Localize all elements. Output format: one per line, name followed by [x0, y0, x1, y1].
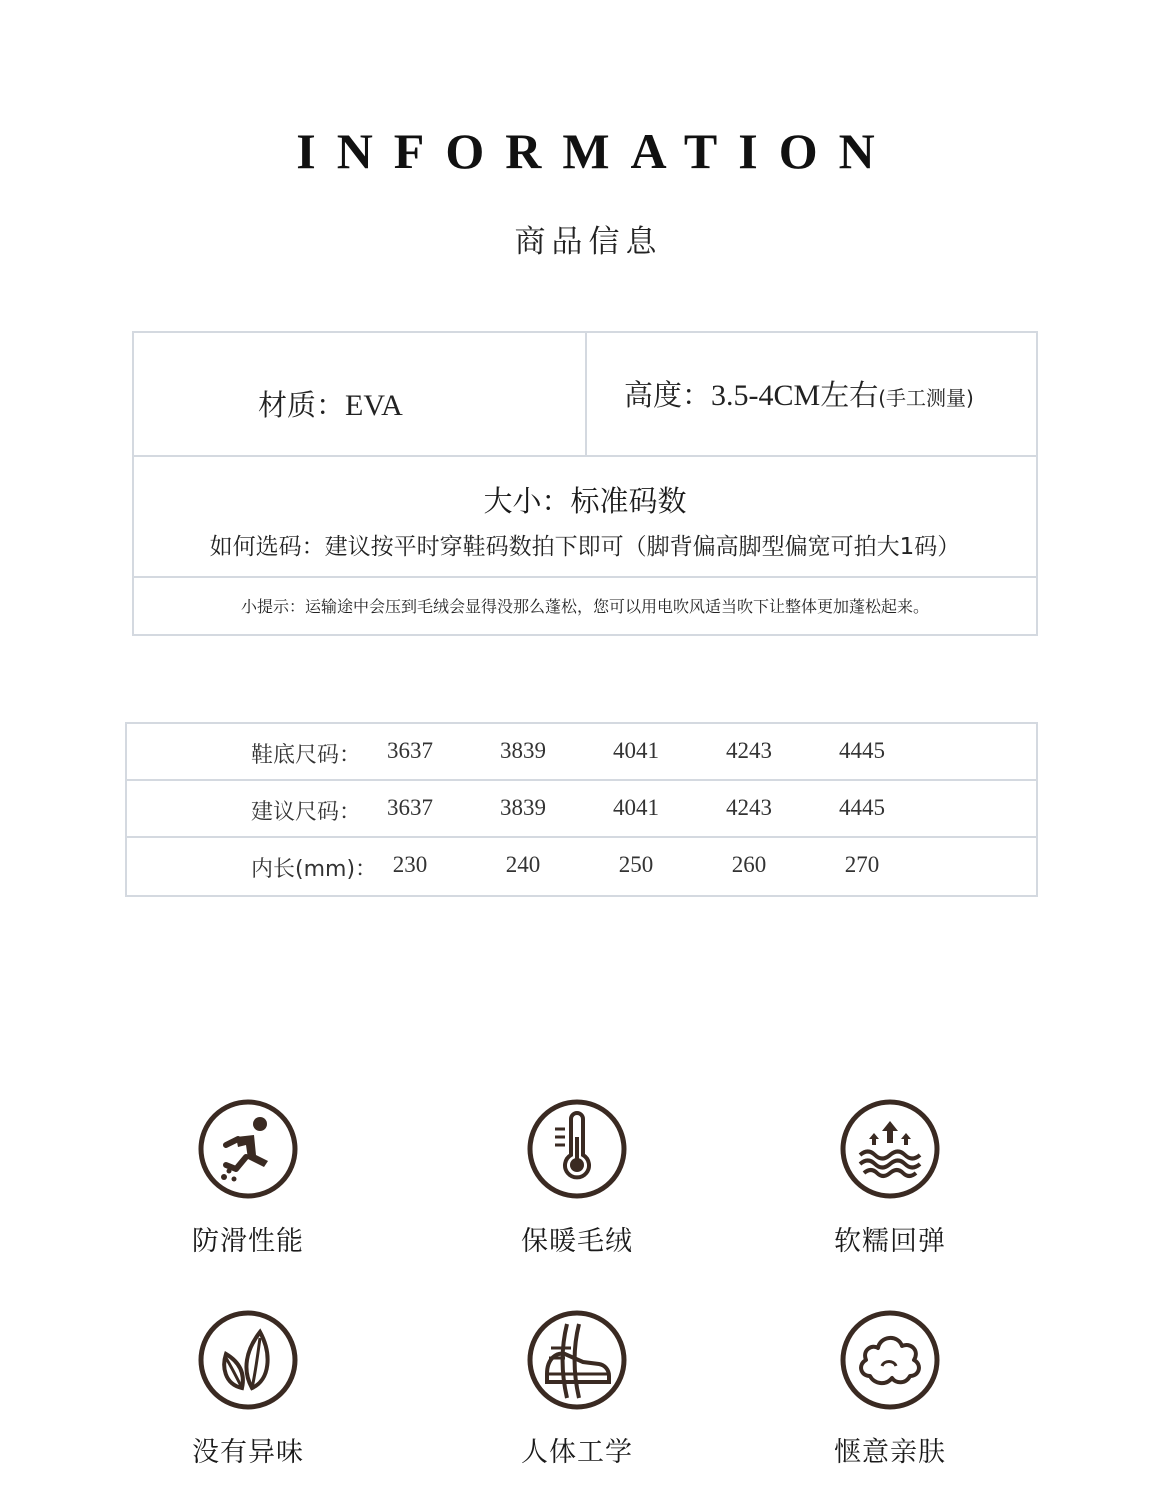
- anti-slip-icon: [196, 1097, 300, 1201]
- row-label: 内长(mm)：: [251, 857, 378, 882]
- feature-label: 软糯回弹: [834, 1226, 946, 1257]
- how-to-choose: 如何选码：建议按平时穿鞋码数拍下即可（脚背偏高脚型偏宽可拍大1码）: [209, 534, 961, 560]
- rebound-icon: [838, 1097, 942, 1201]
- table-cell: 260: [731, 852, 767, 877]
- height-label: 高度：: [624, 378, 712, 412]
- page-subtitle: 商品信息: [514, 224, 663, 260]
- table-row: [127, 781, 1036, 838]
- table-cell: 270: [844, 852, 880, 877]
- table-cell: 250: [618, 852, 654, 877]
- table-row: [127, 724, 1036, 781]
- table-cell: 240: [505, 852, 541, 877]
- table-cell: 3637: [387, 795, 433, 820]
- size-chart-table: [125, 722, 1038, 897]
- table-cell: 4041: [613, 738, 659, 763]
- height-value: 3.5-4CM: [711, 379, 821, 412]
- tip-text: 小提示：运输途中会压到毛绒会显得没那么蓬松，您可以用电吹风适当吹下让整体更加蓬松起来。: [240, 597, 929, 616]
- table-cell: 230: [392, 852, 428, 877]
- table-cell: 4243: [726, 795, 772, 820]
- table-cell: 3839: [500, 795, 546, 820]
- feature-label: 保暖毛绒: [521, 1226, 633, 1257]
- leaf-icon: [196, 1308, 300, 1412]
- table-cell: 4445: [839, 795, 885, 820]
- feature-soft-rebound: [790, 1097, 990, 1258]
- product-info-table: [132, 331, 1038, 636]
- feature-skin-friendly: [790, 1308, 990, 1469]
- height-text: [624, 373, 974, 414]
- table-cell: 4243: [726, 738, 772, 763]
- height-cell: [587, 333, 1038, 455]
- table-cell: 4445: [839, 738, 885, 763]
- ergonomic-shoe-icon: [525, 1308, 629, 1412]
- feature-no-odor: [148, 1308, 348, 1469]
- feature-ergonomic: [477, 1308, 677, 1469]
- table-row: [127, 838, 1036, 895]
- material-text: [258, 383, 403, 424]
- feature-label: 防滑性能: [192, 1226, 304, 1257]
- material-value: EVA: [345, 389, 403, 422]
- row-label: 鞋底尺码：: [251, 743, 362, 768]
- info-row-tip: [134, 578, 1036, 634]
- cloud-icon: [838, 1308, 942, 1412]
- size-line: 大小：标准码数: [483, 484, 687, 518]
- height-note: (手工测量): [878, 386, 974, 410]
- feature-label: 惬意亲肤: [834, 1437, 946, 1468]
- thermometer-icon: [525, 1097, 629, 1201]
- feature-label: 没有异味: [192, 1437, 304, 1468]
- info-row-material-height: [134, 333, 1036, 457]
- table-cell: 3637: [387, 738, 433, 763]
- row-label: 建议尺码：: [251, 800, 362, 825]
- feature-warm-plush: [477, 1097, 677, 1258]
- table-cell: 4041: [613, 795, 659, 820]
- height-suffix: 左右: [820, 378, 879, 412]
- table-cell: 3839: [500, 738, 546, 763]
- page-title: INFORMATION: [296, 123, 896, 179]
- feature-anti-slip: [148, 1097, 348, 1258]
- material-label: 材质：: [258, 388, 346, 422]
- feature-label: 人体工学: [521, 1437, 633, 1468]
- info-row-size: [134, 457, 1036, 578]
- material-cell: [134, 333, 587, 455]
